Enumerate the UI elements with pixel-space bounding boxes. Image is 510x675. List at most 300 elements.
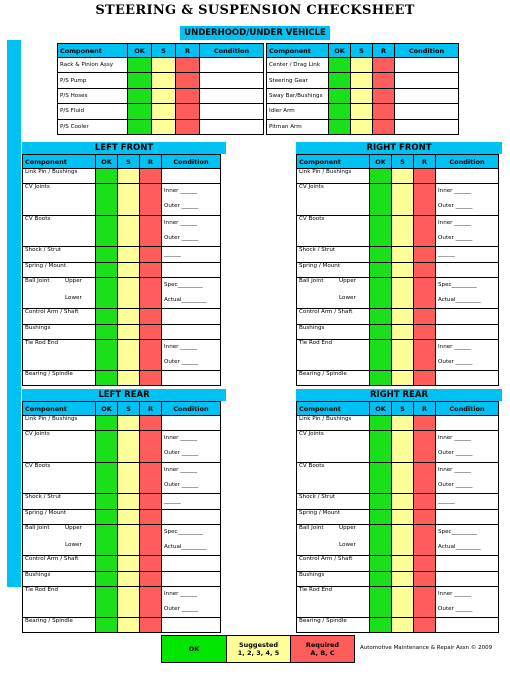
required-checkbox[interactable] <box>140 340 162 371</box>
component-name <box>23 371 96 386</box>
condition-cell[interactable] <box>162 525 221 556</box>
condition-field[interactable]: Outer ______ <box>164 482 199 488</box>
ok-checkbox[interactable] <box>96 510 118 525</box>
condition-field[interactable]: Spec_________ <box>438 282 477 288</box>
condition-header: Condition <box>162 402 221 416</box>
ok-checkbox[interactable] <box>370 309 392 325</box>
required-checkbox[interactable] <box>140 184 162 216</box>
condition-cell[interactable] <box>436 278 499 309</box>
component-name <box>297 463 370 494</box>
ok-header: OK <box>128 44 152 58</box>
required-checkbox[interactable] <box>414 556 436 572</box>
condition-cell[interactable] <box>436 416 499 431</box>
condition-cell[interactable] <box>162 371 221 386</box>
required-checkbox[interactable] <box>140 525 162 556</box>
table-row <box>23 416 221 431</box>
condition-cell[interactable] <box>200 73 264 88</box>
condition-cell[interactable] <box>436 247 499 263</box>
condition-field[interactable]: Outer ______ <box>438 482 473 488</box>
condition-cell[interactable] <box>162 325 221 340</box>
condition-cell[interactable] <box>162 431 221 463</box>
required-checkbox[interactable] <box>414 587 436 618</box>
required-checkbox[interactable] <box>176 73 200 88</box>
condition-cell[interactable] <box>436 618 499 633</box>
suggested-checkbox[interactable] <box>118 309 140 325</box>
ok-checkbox[interactable] <box>96 572 118 587</box>
ok-checkbox[interactable] <box>128 88 152 103</box>
required-checkbox[interactable] <box>414 371 436 386</box>
component-name: Steering Gear <box>267 73 329 88</box>
condition-cell[interactable] <box>162 184 221 216</box>
condition-field[interactable]: Inner ______ <box>438 188 472 194</box>
ok-checkbox[interactable] <box>370 247 392 263</box>
required-checkbox[interactable] <box>140 216 162 247</box>
required-checkbox[interactable] <box>373 58 395 73</box>
suggested-checkbox[interactable] <box>118 278 140 309</box>
suggested-checkbox[interactable] <box>392 618 414 633</box>
component-name <box>297 494 370 510</box>
underhood-row <box>267 104 459 119</box>
table-row <box>23 309 221 325</box>
ok-checkbox[interactable] <box>96 309 118 325</box>
required-checkbox[interactable] <box>414 525 436 556</box>
required-checkbox[interactable] <box>140 325 162 340</box>
component-name <box>297 216 370 247</box>
condition-cell[interactable] <box>436 572 499 587</box>
ok-checkbox[interactable] <box>370 618 392 633</box>
required-checkbox[interactable] <box>140 587 162 618</box>
ok-checkbox[interactable] <box>329 88 351 103</box>
ok-checkbox[interactable] <box>370 278 392 309</box>
suggested-checkbox[interactable] <box>118 247 140 263</box>
ok-checkbox[interactable] <box>128 58 152 73</box>
suggested-checkbox[interactable] <box>152 104 176 119</box>
condition-field[interactable]: Outer ______ <box>438 235 473 241</box>
ok-checkbox[interactable] <box>370 525 392 556</box>
suggested-checkbox[interactable] <box>152 88 176 103</box>
suggested-checkbox[interactable] <box>392 247 414 263</box>
suggested-checkbox[interactable] <box>118 494 140 510</box>
condition-cell[interactable] <box>436 463 499 494</box>
component-name: P/S Pump <box>58 73 128 88</box>
required-checkbox[interactable] <box>373 104 395 119</box>
required-checkbox[interactable] <box>140 169 162 184</box>
required-checkbox[interactable] <box>414 216 436 247</box>
underhood-row <box>58 104 264 119</box>
condition-cell[interactable] <box>162 263 221 278</box>
condition-field[interactable]: Outer ______ <box>164 359 199 365</box>
suggested-checkbox[interactable] <box>392 263 414 278</box>
suggested-checkbox[interactable] <box>152 73 176 88</box>
ok-checkbox[interactable] <box>96 463 118 494</box>
required-checkbox[interactable] <box>414 169 436 184</box>
required-checkbox[interactable] <box>176 119 200 134</box>
component-name <box>23 278 96 309</box>
condition-field[interactable]: Inner ______ <box>164 591 198 597</box>
component-header: Component <box>297 402 370 416</box>
required-checkbox[interactable] <box>414 340 436 371</box>
required-checkbox[interactable] <box>414 463 436 494</box>
suggested-checkbox[interactable] <box>392 587 414 618</box>
left-front-title: LEFT FRONT <box>22 142 226 154</box>
condition-cell[interactable] <box>162 556 221 572</box>
condition-cell[interactable] <box>162 572 221 587</box>
suggested-checkbox[interactable] <box>118 463 140 494</box>
upper-label: Upper <box>339 525 356 531</box>
ok-checkbox[interactable] <box>96 556 118 572</box>
required-checkbox[interactable] <box>176 104 200 119</box>
condition-cell[interactable] <box>395 104 459 119</box>
ok-checkbox[interactable] <box>128 73 152 88</box>
suggested-checkbox[interactable] <box>118 340 140 371</box>
suggested-checkbox[interactable] <box>392 216 414 247</box>
component-label: Spring / Mount <box>25 263 67 269</box>
suggested-checkbox[interactable] <box>351 88 373 103</box>
component-label: Spring / Mount <box>299 263 341 269</box>
condition-field[interactable]: Outer ______ <box>438 203 473 209</box>
ok-checkbox[interactable] <box>370 371 392 386</box>
table-row <box>23 556 221 572</box>
ok-checkbox[interactable] <box>370 263 392 278</box>
right-front-table <box>296 154 499 386</box>
table-row <box>23 494 221 510</box>
condition-field[interactable]: Spec_________ <box>438 529 477 535</box>
suggested-checkbox[interactable] <box>118 216 140 247</box>
table-row <box>297 278 499 309</box>
ok-checkbox[interactable] <box>329 104 351 119</box>
condition-cell[interactable] <box>200 104 264 119</box>
component-name <box>297 572 370 587</box>
suggested-checkbox[interactable] <box>118 587 140 618</box>
suggested-checkbox[interactable] <box>392 169 414 184</box>
suggested-checkbox[interactable] <box>351 58 373 73</box>
component-label: Spring / Mount <box>25 510 67 516</box>
component-name <box>23 525 96 556</box>
ok-checkbox[interactable] <box>329 119 351 134</box>
required-checkbox[interactable] <box>176 58 200 73</box>
ok-checkbox[interactable] <box>96 416 118 431</box>
condition-cell[interactable] <box>436 494 499 510</box>
condition-cell[interactable] <box>162 463 221 494</box>
ok-checkbox[interactable] <box>370 431 392 463</box>
s-header: S <box>152 44 176 58</box>
ok-checkbox[interactable] <box>96 494 118 510</box>
required-checkbox[interactable] <box>140 263 162 278</box>
condition-cell[interactable] <box>162 587 221 618</box>
required-checkbox[interactable] <box>140 309 162 325</box>
condition-field[interactable]: Outer ______ <box>164 450 199 456</box>
component-name: Rack & Pinion Assy <box>58 58 128 73</box>
underhood-row <box>58 73 264 88</box>
ok-checkbox[interactable] <box>370 556 392 572</box>
condition-field[interactable]: Inner ______ <box>438 435 472 441</box>
condition-cell[interactable] <box>436 510 499 525</box>
condition-field[interactable]: Outer ______ <box>164 606 199 612</box>
component-name <box>297 247 370 263</box>
suggested-checkbox[interactable] <box>392 556 414 572</box>
condition-cell[interactable] <box>162 169 221 184</box>
ok-checkbox[interactable] <box>370 572 392 587</box>
ok-header: OK <box>370 155 392 169</box>
required-checkbox[interactable] <box>140 494 162 510</box>
ok-checkbox[interactable] <box>96 247 118 263</box>
component-name <box>297 556 370 572</box>
component-header: Component <box>267 44 329 58</box>
table-row <box>297 247 499 263</box>
ok-checkbox[interactable] <box>370 494 392 510</box>
suggested-checkbox[interactable] <box>118 325 140 340</box>
condition-cell[interactable] <box>436 169 499 184</box>
suggested-checkbox[interactable] <box>118 184 140 216</box>
component-name: P/S Fluid <box>58 104 128 119</box>
r-header: R <box>414 402 436 416</box>
component-label: Shock / Strut <box>299 247 336 253</box>
ok-checkbox[interactable] <box>96 525 118 556</box>
condition-cell[interactable] <box>200 119 264 134</box>
table-row <box>297 309 499 325</box>
condition-field[interactable]: Actual_________ <box>164 297 207 303</box>
ok-checkbox[interactable] <box>96 184 118 216</box>
condition-cell[interactable] <box>436 309 499 325</box>
suggested-checkbox[interactable] <box>392 572 414 587</box>
condition-cell[interactable] <box>395 58 459 73</box>
suggested-checkbox[interactable] <box>118 371 140 386</box>
ok-checkbox[interactable] <box>370 463 392 494</box>
condition-cell[interactable] <box>162 278 221 309</box>
condition-field[interactable]: Inner ______ <box>438 467 472 473</box>
ok-checkbox[interactable] <box>96 371 118 386</box>
condition-field[interactable]: Outer ______ <box>438 359 473 365</box>
suggested-checkbox[interactable] <box>118 572 140 587</box>
condition-field[interactable]: ______ <box>164 251 181 257</box>
component-label: Bearing / Spindle <box>25 371 73 377</box>
condition-cell[interactable] <box>200 88 264 103</box>
suggested-checkbox[interactable] <box>392 431 414 463</box>
condition-cell[interactable] <box>162 510 221 525</box>
condition-field[interactable]: Outer ______ <box>438 606 473 612</box>
component-label: Link Pin / Bushings <box>25 169 78 175</box>
ok-checkbox[interactable] <box>128 104 152 119</box>
ok-checkbox[interactable] <box>370 169 392 184</box>
s-header: S <box>118 155 140 169</box>
ok-checkbox[interactable] <box>96 169 118 184</box>
component-label: Bearing / Spindle <box>299 618 347 624</box>
suggested-checkbox[interactable] <box>118 525 140 556</box>
required-checkbox[interactable] <box>140 431 162 463</box>
required-checkbox[interactable] <box>140 572 162 587</box>
suggested-checkbox[interactable] <box>118 431 140 463</box>
page-title: STEERING & SUSPENSION CHECKSHEET <box>95 3 415 18</box>
ok-checkbox[interactable] <box>128 119 152 134</box>
required-checkbox[interactable] <box>414 431 436 463</box>
condition-cell[interactable] <box>162 494 221 510</box>
required-checkbox[interactable] <box>414 618 436 633</box>
condition-field[interactable]: Inner ______ <box>438 344 472 350</box>
condition-cell[interactable] <box>436 216 499 247</box>
required-checkbox[interactable] <box>414 416 436 431</box>
condition-field[interactable]: Actual_________ <box>438 544 481 550</box>
required-checkbox[interactable] <box>414 325 436 340</box>
suggested-checkbox[interactable] <box>118 556 140 572</box>
required-checkbox[interactable] <box>140 416 162 431</box>
suggested-checkbox[interactable] <box>392 525 414 556</box>
condition-cell[interactable] <box>162 309 221 325</box>
ok-checkbox[interactable] <box>370 416 392 431</box>
required-checkbox[interactable] <box>373 73 395 88</box>
condition-cell[interactable] <box>436 263 499 278</box>
condition-cell[interactable] <box>162 416 221 431</box>
left-front-table <box>22 154 221 386</box>
component-label: CV Joints <box>25 184 50 190</box>
suggested-checkbox[interactable] <box>152 119 176 134</box>
component-label: Tie Rod End <box>25 587 59 593</box>
ok-checkbox[interactable] <box>370 587 392 618</box>
required-checkbox[interactable] <box>414 263 436 278</box>
table-row <box>23 325 221 340</box>
upper-label: Upper <box>65 278 82 284</box>
suggested-checkbox[interactable] <box>118 510 140 525</box>
required-checkbox[interactable] <box>414 494 436 510</box>
left-margin-bar <box>7 40 21 587</box>
ok-checkbox[interactable] <box>370 340 392 371</box>
ok-checkbox[interactable] <box>96 216 118 247</box>
condition-field[interactable]: Inner ______ <box>164 220 198 226</box>
condition-header: Condition <box>436 155 499 169</box>
condition-field[interactable]: Inner ______ <box>164 435 198 441</box>
condition-field[interactable]: Spec_________ <box>164 529 203 535</box>
ok-checkbox[interactable] <box>96 325 118 340</box>
component-name <box>23 247 96 263</box>
component-label: Control Arm / Shaft <box>25 309 79 315</box>
required-checkbox[interactable] <box>140 278 162 309</box>
required-checkbox[interactable] <box>373 88 395 103</box>
condition-field[interactable]: Outer ______ <box>438 450 473 456</box>
required-checkbox[interactable] <box>176 88 200 103</box>
suggested-checkbox[interactable] <box>351 73 373 88</box>
condition-cell[interactable] <box>395 88 459 103</box>
ok-checkbox[interactable] <box>370 510 392 525</box>
condition-cell[interactable] <box>200 58 264 73</box>
suggested-checkbox[interactable] <box>392 184 414 216</box>
suggested-checkbox[interactable] <box>118 618 140 633</box>
condition-field[interactable]: Outer ______ <box>164 203 199 209</box>
condition-cell[interactable] <box>436 371 499 386</box>
lower-label: Lower <box>339 542 356 548</box>
ok-checkbox[interactable] <box>370 184 392 216</box>
condition-cell[interactable] <box>436 556 499 572</box>
required-checkbox[interactable] <box>140 618 162 633</box>
required-checkbox[interactable] <box>373 119 395 134</box>
required-checkbox[interactable] <box>414 278 436 309</box>
condition-field[interactable]: Inner ______ <box>164 344 198 350</box>
required-checkbox[interactable] <box>140 247 162 263</box>
component-name <box>23 309 96 325</box>
required-checkbox[interactable] <box>140 556 162 572</box>
suggested-checkbox[interactable] <box>392 325 414 340</box>
table-row <box>297 416 499 431</box>
ok-checkbox[interactable] <box>329 73 351 88</box>
condition-cell[interactable] <box>436 525 499 556</box>
required-checkbox[interactable] <box>140 463 162 494</box>
suggested-checkbox[interactable] <box>152 58 176 73</box>
component-label: CV Joints <box>299 431 324 437</box>
ok-checkbox[interactable] <box>96 263 118 278</box>
condition-cell[interactable] <box>436 340 499 371</box>
component-name <box>23 494 96 510</box>
suggested-checkbox[interactable] <box>392 278 414 309</box>
r-header: R <box>373 44 395 58</box>
condition-cell[interactable] <box>162 340 221 371</box>
required-checkbox[interactable] <box>414 572 436 587</box>
ok-checkbox[interactable] <box>370 325 392 340</box>
condition-field[interactable]: Inner ______ <box>438 220 472 226</box>
ok-checkbox[interactable] <box>96 618 118 633</box>
suggested-checkbox[interactable] <box>392 494 414 510</box>
condition-field[interactable]: ______ <box>164 498 181 504</box>
suggested-checkbox[interactable] <box>392 463 414 494</box>
ok-checkbox[interactable] <box>96 340 118 371</box>
table-row <box>23 169 221 184</box>
condition-field[interactable]: Actual_________ <box>438 297 481 303</box>
condition-cell[interactable] <box>436 587 499 618</box>
required-checkbox[interactable] <box>414 184 436 216</box>
condition-cell[interactable] <box>162 247 221 263</box>
suggested-checkbox[interactable] <box>392 309 414 325</box>
condition-field[interactable]: Actual_________ <box>164 544 207 550</box>
suggested-checkbox[interactable] <box>351 104 373 119</box>
component-label: CV Boots <box>25 463 51 469</box>
condition-field[interactable]: Outer ______ <box>164 235 199 241</box>
condition-field[interactable]: Inner ______ <box>164 188 198 194</box>
suggested-checkbox[interactable] <box>118 169 140 184</box>
required-checkbox[interactable] <box>414 247 436 263</box>
suggested-checkbox[interactable] <box>118 416 140 431</box>
suggested-checkbox[interactable] <box>118 263 140 278</box>
ok-checkbox[interactable] <box>96 587 118 618</box>
condition-field[interactable]: ______ <box>438 498 455 504</box>
required-checkbox[interactable] <box>414 510 436 525</box>
suggested-checkbox[interactable] <box>351 119 373 134</box>
condition-cell[interactable] <box>436 431 499 463</box>
ok-checkbox[interactable] <box>96 278 118 309</box>
suggested-checkbox[interactable] <box>392 510 414 525</box>
suggested-checkbox[interactable] <box>392 371 414 386</box>
required-checkbox[interactable] <box>140 371 162 386</box>
condition-cell[interactable] <box>395 73 459 88</box>
condition-header: Condition <box>200 44 264 58</box>
ok-checkbox[interactable] <box>370 216 392 247</box>
condition-field[interactable]: ______ <box>438 251 455 257</box>
table-row <box>23 463 221 494</box>
r-header: R <box>140 402 162 416</box>
condition-cell[interactable] <box>162 216 221 247</box>
table-row <box>23 371 221 386</box>
component-name <box>23 587 96 618</box>
ok-checkbox[interactable] <box>329 58 351 73</box>
condition-field[interactable]: Inner ______ <box>438 591 472 597</box>
condition-cell[interactable] <box>436 184 499 216</box>
required-checkbox[interactable] <box>140 510 162 525</box>
condition-cell[interactable] <box>436 325 499 340</box>
required-checkbox[interactable] <box>414 309 436 325</box>
suggested-checkbox[interactable] <box>392 340 414 371</box>
condition-cell[interactable] <box>395 119 459 134</box>
condition-cell[interactable] <box>162 618 221 633</box>
condition-field[interactable]: Spec_________ <box>164 282 203 288</box>
condition-field[interactable]: Inner ______ <box>164 467 198 473</box>
ok-checkbox[interactable] <box>96 431 118 463</box>
suggested-checkbox[interactable] <box>392 416 414 431</box>
